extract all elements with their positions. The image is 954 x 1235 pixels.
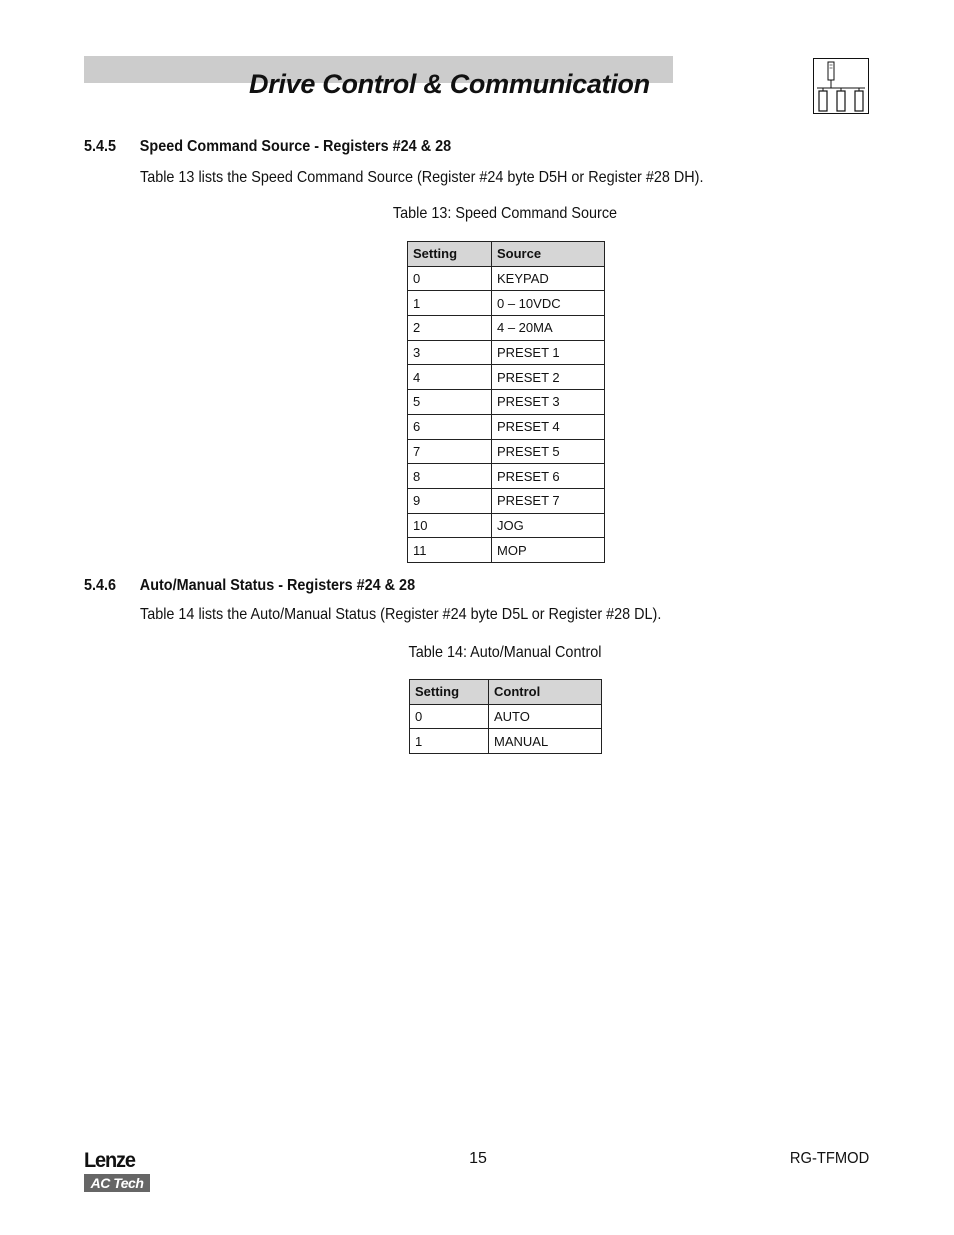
section-heading-5-4-5: [84, 137, 451, 157]
source-cell: PRESET 4: [492, 414, 605, 439]
setting-cell: 1: [410, 729, 489, 754]
table-row: [408, 266, 605, 291]
source-cell: PRESET 1: [492, 340, 605, 365]
logo-actech-text: AC Tech: [84, 1174, 150, 1192]
table-row: [408, 464, 605, 489]
speed-command-source-table: [407, 241, 605, 563]
setting-cell: 10: [408, 513, 492, 538]
source-cell: 0 – 10VDC: [492, 291, 605, 316]
source-cell: 4 – 20MA: [492, 316, 605, 341]
source-cell: PRESET 3: [492, 390, 605, 415]
setting-cell: 2: [408, 316, 492, 341]
setting-cell: 7: [408, 439, 492, 464]
setting-cell: 5: [408, 390, 492, 415]
setting-cell: 3: [408, 340, 492, 365]
setting-cell: 4: [408, 365, 492, 390]
section-number: 5.4.6: [84, 577, 117, 594]
table-header-row: [410, 680, 602, 705]
lenze-actech-logo: [84, 1150, 150, 1194]
section-number: 5.4.5: [84, 138, 117, 155]
table-caption: Table 14: Auto/Manual Control: [408, 644, 602, 661]
section-title: Auto/Manual Status - Registers #24 & 28: [139, 577, 416, 594]
control-cell: AUTO: [489, 704, 602, 729]
table-row: [408, 414, 605, 439]
table-caption: Table 13: Speed Command Source: [392, 205, 618, 222]
table-row: [408, 439, 605, 464]
table-row: [408, 488, 605, 513]
setting-cell: 1: [408, 291, 492, 316]
source-cell: JOG: [492, 513, 605, 538]
source-cell: PRESET 6: [492, 464, 605, 489]
table-row: [408, 513, 605, 538]
table-row: [408, 538, 605, 563]
setting-cell: 6: [408, 414, 492, 439]
table-row: [408, 291, 605, 316]
column-header: Control: [489, 680, 602, 705]
column-header: Setting: [410, 680, 489, 705]
table-header-row: [408, 242, 605, 267]
setting-cell: 0: [410, 704, 489, 729]
section-title: Speed Command Source - Registers #24 & 28: [139, 138, 452, 155]
auto-manual-control-table: [409, 679, 602, 754]
source-cell: PRESET 2: [492, 365, 605, 390]
table-row: [408, 316, 605, 341]
source-cell: PRESET 7: [492, 488, 605, 513]
source-cell: KEYPAD: [492, 266, 605, 291]
table-row: [408, 365, 605, 390]
setting-cell: 8: [408, 464, 492, 489]
column-header: Setting: [408, 242, 492, 267]
page-number: 15: [469, 1150, 487, 1167]
source-cell: MOP: [492, 538, 605, 563]
network-drives-icon: [813, 58, 869, 114]
table-row: [408, 390, 605, 415]
setting-cell: 9: [408, 488, 492, 513]
table-row: [408, 340, 605, 365]
document-code: RG-TFMOD: [789, 1150, 869, 1167]
section-paragraph: Table 13 lists the Speed Command Source (Register #24 byte D5H or Register #28 DH).: [140, 169, 704, 186]
setting-cell: 11: [408, 538, 492, 563]
logo-lenze-text: Lenze: [84, 1149, 135, 1172]
table-row: [410, 729, 602, 754]
section-paragraph: Table 14 lists the Auto/Manual Status (Register #24 byte D5L or Register #28 DL).: [140, 606, 662, 623]
table-row: [410, 704, 602, 729]
column-header: Source: [492, 242, 605, 267]
setting-cell: 0: [408, 266, 492, 291]
control-cell: MANUAL: [489, 729, 602, 754]
section-heading-5-4-6: [84, 576, 415, 596]
page-title: Drive Control & Communication: [249, 69, 650, 99]
source-cell: PRESET 5: [492, 439, 605, 464]
